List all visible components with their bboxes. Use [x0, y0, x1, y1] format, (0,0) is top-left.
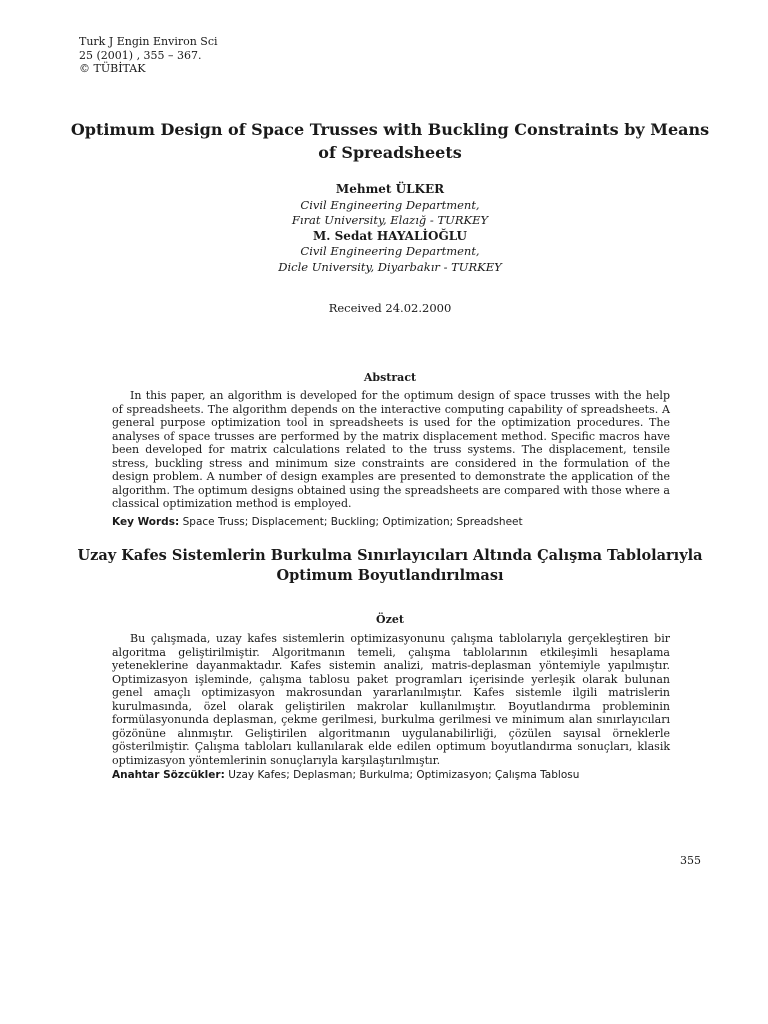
author-university: Fırat University, Elazığ - TURKEY	[291, 213, 489, 227]
received-date: Received 24.02.2000	[328, 301, 452, 315]
paper-title: Optimum Design of Space Trusses with Buckling Constraints by Means of Spreadsheets	[70, 120, 710, 162]
turkish-keywords	[112, 768, 672, 783]
turkish-keywords-label: Anahtar Sözcükler:	[112, 769, 225, 781]
ozet-text: Bu çalışmada, uzay kafes sistemlerin optimizasyonunu çalışma tablolarıyla gerçekleştiren bir algoritma geliştirilmiştir. Algoritmanın temeli, çalışma tablolarının etkileşimli hesaplama yeteneklerine dayanmaktadır. Kafes sistemin analizi, matris-deplasman yöntemiyle yapılmıştır. Optimizasyon işleminde, çalışma tablosu paket programları içerisinde yerleşik olarak bulunan genel amaçlı optimizasyon makrosundan yararlanılmıştır. Kafes sistemle ilgili matrislerin kurulmasında, özel olarak geliştirilen makrolar kullanılmıştır. Boyutlandırma probleminin formülasyonunda deplasman, çekme gerilmesi, burkulma gerilmesi ve minimum alan sınırlayıcıları gözönüne alınmıştır. Geliştirilen algoritmanın uygulanabilirliği, çözülen sayısal örneklerle gösterilmiştir. Çalışma tabloları kullanılarak elde edilen optimum boyutlandırma sonuçları, klasik optimizasyon yöntemlerinin sonuçlarıyla karşılaştırılmıştır.	[112, 632, 670, 767]
ozet-heading: Özet	[376, 613, 404, 626]
author-department: Civil Engineering Department,	[300, 197, 480, 212]
abstract-heading: Abstract	[363, 371, 417, 384]
author-university: Dicle University, Diyarbakır - TURKEY	[278, 259, 502, 274]
author-department: Civil Engineering Department,	[300, 244, 480, 258]
keywords-label: Key Words:	[112, 516, 180, 528]
journal-info	[79, 35, 218, 76]
journal-volume: 25 (2001) , 355 – 367.	[79, 48, 202, 62]
author-name: Mehmet ÜLKER	[335, 182, 445, 196]
author-name: M. Sedat HAYALİOĞLU	[313, 228, 467, 243]
journal-name: Turk J Engin Environ Sci	[79, 35, 218, 48]
turkish-title: Uzay Kafes Sistemlerin Burkulma Sınırlayıcıları Altında Çalışma Tablolarıyla Optimum Boyutlandırılması	[77, 547, 703, 584]
page-number: 355	[680, 854, 701, 867]
journal-copyright: © TÜBİTAK	[79, 62, 146, 75]
author-block	[140, 182, 640, 275]
keywords-text: Space Truss; Displacement; Buckling; Optimization; Spreadsheet	[182, 516, 523, 528]
abstract-text: In this paper, an algorithm is developed for the optimum design of space trusses with the help of spreadsheets. The algorithm depends on the interactive computing capability of spreadsheets. A general purpose optimization tool in spreadsheets is used for the optimization procedures. The analyses of space trusses are performed by the matrix displacement method. Specific macros have been developed for matrix calculations related to the truss systems. The displacement, tensile stress, buckling stress and minimum size constraints are considered in the formulation of the design problem. A number of design examples are presented to demonstrate the application of the algorithm. The optimum designs obtained using the spreadsheets are compared with those where a classical optimization method is employed.	[112, 389, 670, 510]
turkish-keywords-text: Uzay Kafes; Deplasman; Burkulma; Optimizasyon; Çalışma Tablosu	[228, 769, 580, 781]
keywords	[112, 515, 672, 530]
